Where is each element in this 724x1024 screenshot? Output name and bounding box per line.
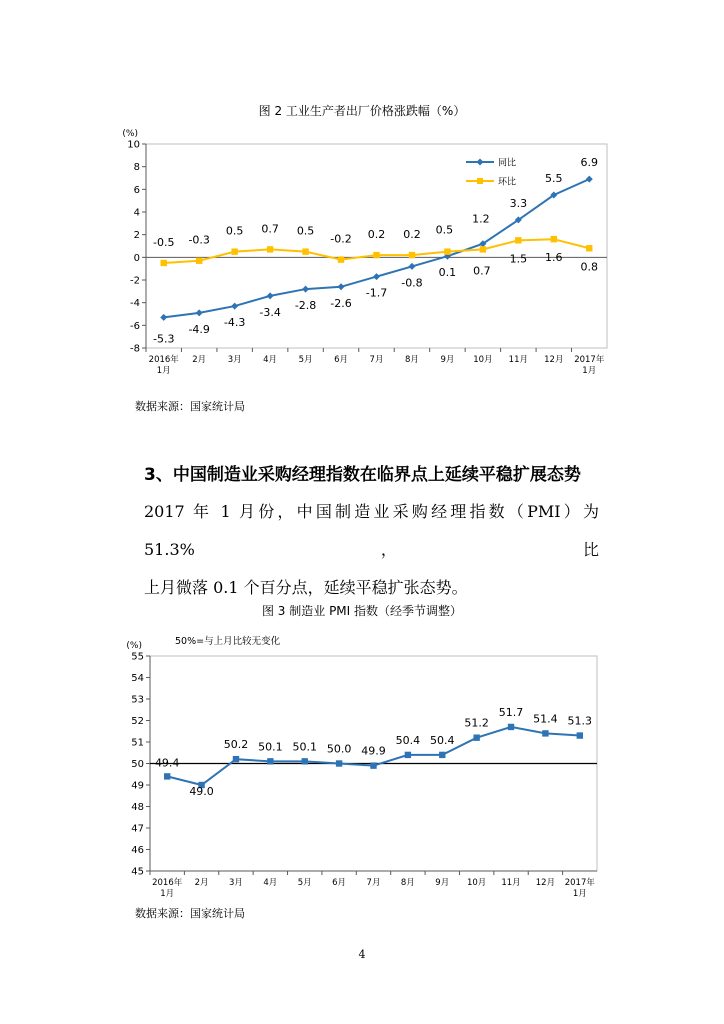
pmi-chart bbox=[0, 618, 724, 918]
data-label: -0.8 bbox=[401, 276, 423, 290]
data-point bbox=[586, 245, 592, 251]
y-tick-label: 45 bbox=[131, 866, 144, 878]
data-point bbox=[196, 258, 202, 264]
y-tick-label: 8 bbox=[133, 162, 140, 174]
plot-area bbox=[146, 144, 607, 348]
data-label: 49.9 bbox=[361, 744, 386, 758]
data-point bbox=[551, 236, 557, 242]
data-label: 0.1 bbox=[438, 266, 457, 280]
figure-3-source: 数据来源：国家统计局 bbox=[135, 907, 245, 920]
y-tick-label: -4 bbox=[130, 298, 140, 310]
x-tick-label: 6月 bbox=[334, 355, 348, 365]
data-point bbox=[267, 758, 273, 764]
x-tick-label: 4月 bbox=[263, 355, 278, 365]
page-number: 4 bbox=[358, 948, 366, 961]
x-tick-label: 6月 bbox=[332, 878, 347, 888]
data-label: -0.2 bbox=[330, 232, 352, 246]
data-point bbox=[267, 246, 273, 252]
y-tick-label: 0 bbox=[133, 252, 140, 264]
data-label: -2.8 bbox=[294, 299, 317, 313]
data-label: 51.7 bbox=[498, 705, 524, 719]
x-tick-label: 2016年 bbox=[148, 355, 179, 365]
x-tick-label: 1月 bbox=[160, 889, 175, 899]
data-point bbox=[480, 246, 486, 252]
data-point bbox=[542, 730, 548, 736]
chart-annotation: 50%=与上月比较无变化 bbox=[175, 636, 281, 647]
data-label: 50.1 bbox=[258, 740, 283, 754]
data-point bbox=[164, 773, 170, 779]
body-paragraph bbox=[144, 493, 599, 607]
y-axis-unit-label: (%) bbox=[126, 641, 142, 651]
data-label: 0.5 bbox=[296, 224, 315, 238]
data-point bbox=[439, 752, 445, 758]
data-label: 50.4 bbox=[395, 733, 421, 747]
x-tick-label: 2月 bbox=[192, 355, 207, 365]
x-tick-label: 8月 bbox=[400, 878, 415, 888]
data-label: 50.4 bbox=[430, 733, 455, 747]
data-label: 1.5 bbox=[509, 252, 528, 266]
data-point bbox=[233, 756, 239, 762]
data-label: 51.3 bbox=[567, 714, 593, 728]
data-label: 3.3 bbox=[509, 196, 528, 210]
legend-marker bbox=[477, 159, 484, 166]
x-tick-label: 2月 bbox=[194, 878, 209, 888]
y-tick-label: 2 bbox=[133, 230, 140, 242]
data-point bbox=[473, 735, 479, 741]
data-point bbox=[409, 252, 415, 258]
x-tick-label: 10月 bbox=[473, 355, 493, 365]
y-tick-label: 53 bbox=[131, 694, 144, 706]
data-point bbox=[302, 758, 308, 764]
x-tick-label: 1月 bbox=[572, 889, 587, 899]
x-tick-label: 4月 bbox=[263, 878, 278, 888]
data-point bbox=[373, 273, 380, 280]
data-point bbox=[302, 286, 309, 293]
x-tick-label: 7月 bbox=[369, 355, 384, 365]
data-label: 0.8 bbox=[580, 260, 599, 274]
y-tick-label: -2 bbox=[130, 275, 140, 287]
figure-2-title: 图 2 工业生产者出厂价格涨跌幅（%） bbox=[258, 104, 466, 118]
data-point bbox=[508, 724, 514, 730]
x-tick-label: 1月 bbox=[582, 366, 597, 376]
y-tick-label: 10 bbox=[127, 139, 140, 151]
section-heading: 3、中国制造业采购经理指数在临界点上延续平稳扩展态势 bbox=[144, 465, 581, 485]
data-label: 1.6 bbox=[545, 251, 563, 265]
data-label: 50.2 bbox=[223, 738, 249, 752]
y-axis-unit-label: (%) bbox=[122, 129, 138, 139]
data-point bbox=[196, 309, 203, 316]
data-point bbox=[577, 732, 583, 738]
y-tick-label: 4 bbox=[133, 207, 140, 219]
data-label: 0.5 bbox=[225, 224, 244, 238]
data-point bbox=[408, 263, 415, 270]
x-tick-label: 9月 bbox=[435, 878, 450, 888]
data-point bbox=[231, 303, 238, 310]
data-label: 6.9 bbox=[580, 156, 599, 170]
data-label: 49.4 bbox=[154, 756, 180, 770]
data-label: 0.7 bbox=[473, 264, 491, 278]
data-label: 0.7 bbox=[261, 222, 279, 236]
data-label: -2.6 bbox=[330, 296, 352, 310]
data-point bbox=[302, 248, 308, 254]
data-label: -5.3 bbox=[152, 332, 175, 346]
legend-marker bbox=[477, 178, 483, 184]
legend-label: 环比 bbox=[498, 177, 517, 188]
x-tick-label: 5月 bbox=[298, 355, 313, 365]
data-point bbox=[338, 256, 344, 262]
x-tick-label: 11月 bbox=[508, 355, 529, 365]
x-tick-label: 11月 bbox=[501, 878, 521, 888]
data-label: 0.5 bbox=[435, 223, 454, 237]
x-tick-label: 7月 bbox=[366, 878, 381, 888]
x-tick-label: 12月 bbox=[544, 355, 564, 365]
figure-2-source: 数据来源：国家统计局 bbox=[135, 400, 245, 413]
data-label: -0.5 bbox=[152, 236, 175, 249]
data-point bbox=[444, 248, 450, 254]
data-label: 50.0 bbox=[326, 742, 352, 756]
data-point bbox=[267, 292, 274, 299]
figure-3-title: 图 3 制造业 PMI 指数（经季节调整） bbox=[261, 604, 463, 618]
data-point bbox=[336, 760, 342, 766]
y-tick-label: 51 bbox=[131, 737, 144, 749]
data-label: 51.4 bbox=[533, 712, 558, 726]
x-tick-label: 10月 bbox=[466, 878, 487, 888]
data-label: -3.4 bbox=[259, 305, 281, 319]
x-tick-label: 1月 bbox=[156, 366, 171, 376]
y-tick-label: 6 bbox=[133, 184, 140, 196]
data-label: 51.2 bbox=[464, 716, 489, 730]
x-tick-label: 8月 bbox=[405, 355, 419, 365]
data-point bbox=[231, 248, 237, 254]
legend-label: 同比 bbox=[498, 158, 517, 169]
data-label: -0.3 bbox=[188, 233, 210, 247]
data-label: 50.1 bbox=[292, 740, 317, 754]
x-tick-label: 9月 bbox=[440, 355, 455, 365]
y-tick-label: 49 bbox=[131, 780, 144, 792]
data-point bbox=[586, 176, 593, 183]
data-point bbox=[161, 260, 167, 266]
ppi-chart bbox=[0, 118, 724, 518]
data-label: 5.5 bbox=[545, 172, 563, 185]
data-point bbox=[370, 762, 376, 768]
paragraph-line-1: 2017 年 1 月份，中国制造业采购经理指数（PMI）为 51.3%，比 bbox=[144, 502, 599, 559]
y-tick-label: -8 bbox=[130, 343, 140, 355]
data-label: 0.2 bbox=[367, 228, 386, 242]
data-point bbox=[515, 237, 521, 243]
y-tick-label: 52 bbox=[131, 716, 144, 727]
y-tick-label: -6 bbox=[130, 320, 140, 332]
data-label: 49.0 bbox=[189, 785, 214, 798]
data-point bbox=[405, 752, 411, 758]
x-tick-label: 5月 bbox=[297, 878, 312, 888]
y-tick-label: 55 bbox=[131, 651, 144, 663]
y-tick-label: 46 bbox=[131, 845, 144, 856]
x-tick-label: 3月 bbox=[227, 355, 242, 365]
paragraph-line-2: 上月微落 0.1 个百分点，延续平稳扩张态势。 bbox=[144, 578, 468, 597]
y-tick-label: 47 bbox=[131, 823, 144, 835]
y-tick-label: 50 bbox=[131, 759, 144, 770]
x-tick-label: 2017年 bbox=[564, 878, 595, 888]
x-tick-label: 2017年 bbox=[574, 355, 605, 365]
data-point bbox=[338, 283, 345, 290]
data-label: 1.2 bbox=[472, 212, 490, 226]
y-tick-label: 54 bbox=[131, 673, 144, 684]
y-tick-label: 48 bbox=[131, 802, 144, 813]
data-label: -4.9 bbox=[188, 322, 210, 336]
x-tick-label: 2016年 bbox=[152, 878, 183, 888]
data-label: 0.2 bbox=[403, 228, 421, 242]
data-label: -4.3 bbox=[223, 316, 246, 330]
x-tick-label: 12月 bbox=[535, 878, 556, 888]
data-point bbox=[160, 314, 167, 321]
x-tick-label: 3月 bbox=[229, 878, 243, 888]
data-point bbox=[373, 252, 379, 258]
data-label: -1.7 bbox=[365, 286, 388, 300]
